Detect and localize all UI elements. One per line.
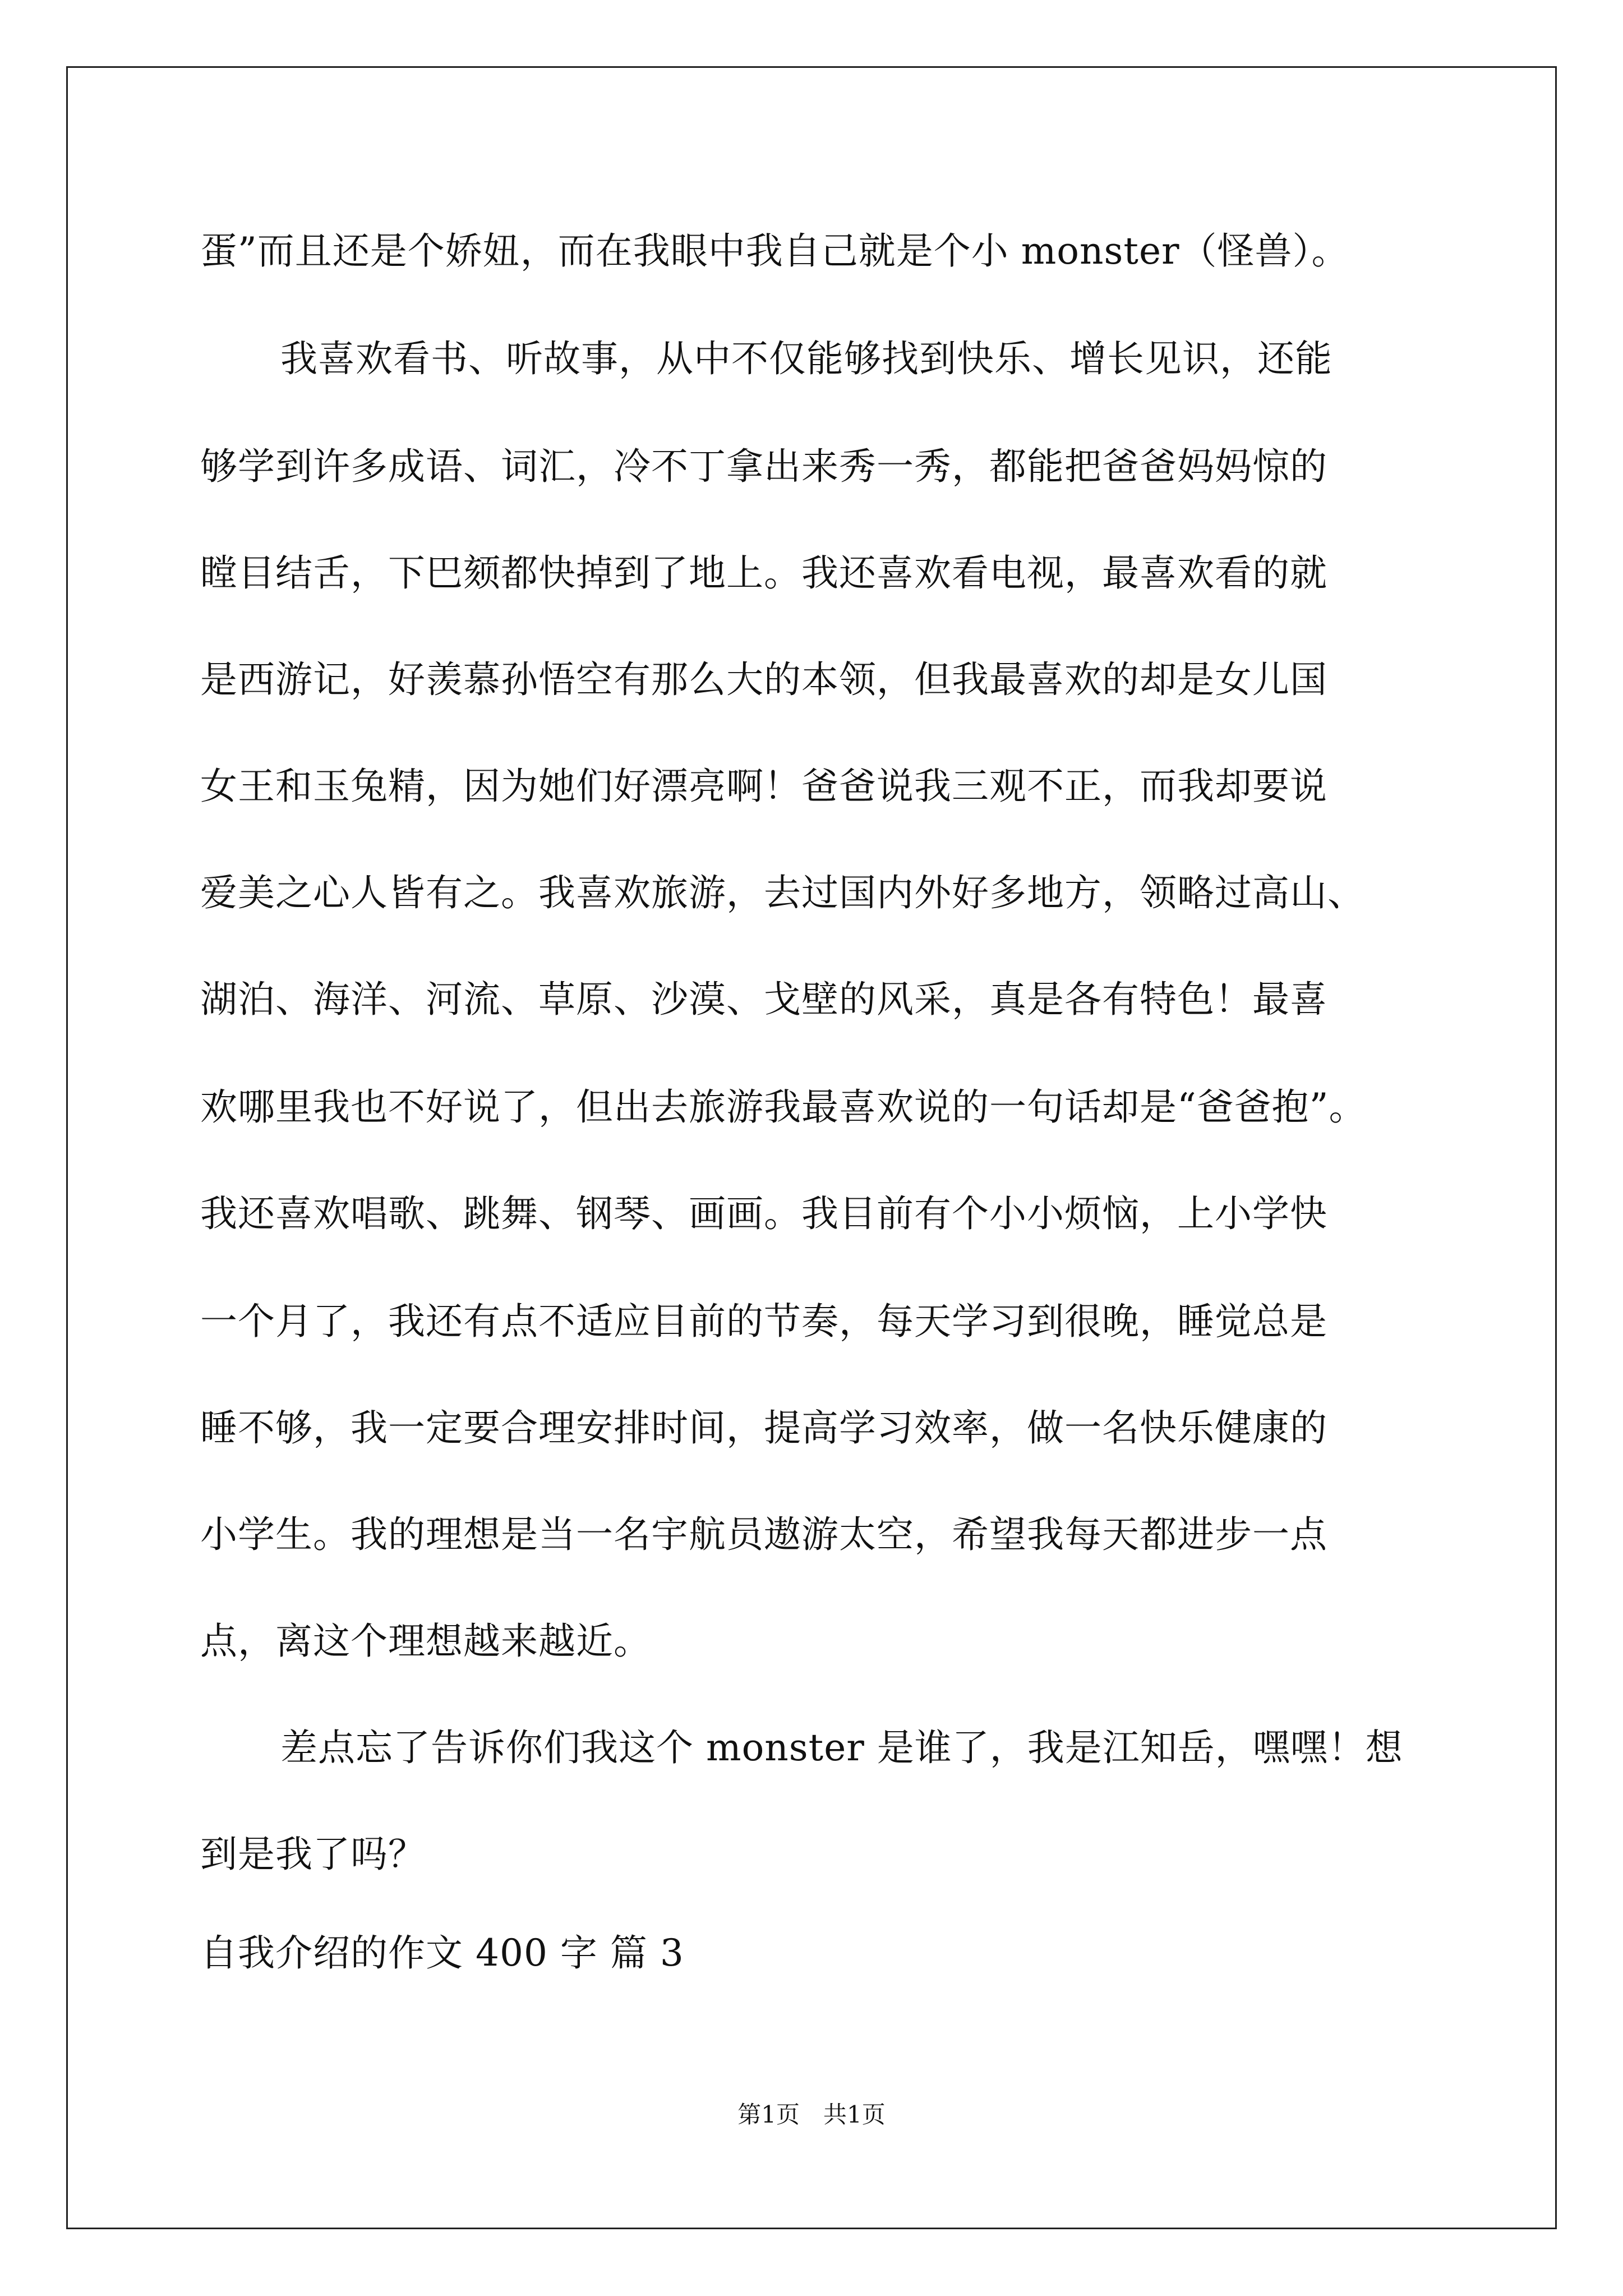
text-line-13: 小学生。我的理想是当一名宇航员遨游太空，希望我每天都进步一点	[200, 1513, 1327, 1556]
text-line-16: 到是我了吗？	[200, 1833, 426, 1876]
page-footer: 第1页 共1页	[737, 2101, 886, 2128]
text-line-12: 睡不够，我一定要合理安排时间，提高学习效率，做一名快乐健康的	[200, 1406, 1327, 1450]
text-line-11: 一个月了，我还有点不适应目前的节奏，每天学习到很晚，睡觉总是	[200, 1300, 1327, 1343]
text-line-7: 爱美之心人皆有之。我喜欢旅游，去过国内外好多地方，领略过高山、	[200, 871, 1365, 914]
text-line-15: 差点忘了告诉你们我这个 monster 是谁了，我是江知岳，嘿嘿！想	[280, 1726, 1403, 1769]
text-line-2: 我喜欢看书、听故事，从中不仅能够找到快乐、增长见识，还能	[280, 337, 1332, 380]
text-line-14: 点，离这个理想越来越近。	[200, 1619, 651, 1663]
text-line-9: 欢哪里我也不好说了，但出去旅游我最喜欢说的一句话却是“爸爸抱”。	[200, 1085, 1367, 1129]
text-line-8: 湖泊、海洋、河流、草原、沙漠、戈壁的风采，真是各有特色！最喜	[200, 978, 1327, 1021]
text-line-5: 是西游记，好羡慕孙悟空有那么大的本领，但我最喜欢的却是女儿国	[200, 658, 1327, 701]
section-heading: 自我介绍的作文 400 字 篇 3	[200, 1931, 684, 1975]
text-line-1: 蛋”而且还是个娇妞，而在我眼中我自己就是个小 monster（怪兽）。	[200, 229, 1349, 273]
text-line-4: 瞠目结舌，下巴颏都快掉到了地上。我还喜欢看电视，最喜欢看的就	[200, 551, 1327, 595]
text-line-3: 够学到许多成语、词汇，冷不丁拿出来秀一秀，都能把爸爸妈妈惊的	[200, 445, 1327, 488]
page-border	[66, 66, 1557, 2229]
text-line-6: 女王和玉兔精，因为她们好漂亮啊！爸爸说我三观不正，而我却要说	[200, 765, 1327, 808]
text-line-10: 我还喜欢唱歌、跳舞、钢琴、画画。我目前有个小小烦恼，上小学快	[200, 1192, 1327, 1235]
